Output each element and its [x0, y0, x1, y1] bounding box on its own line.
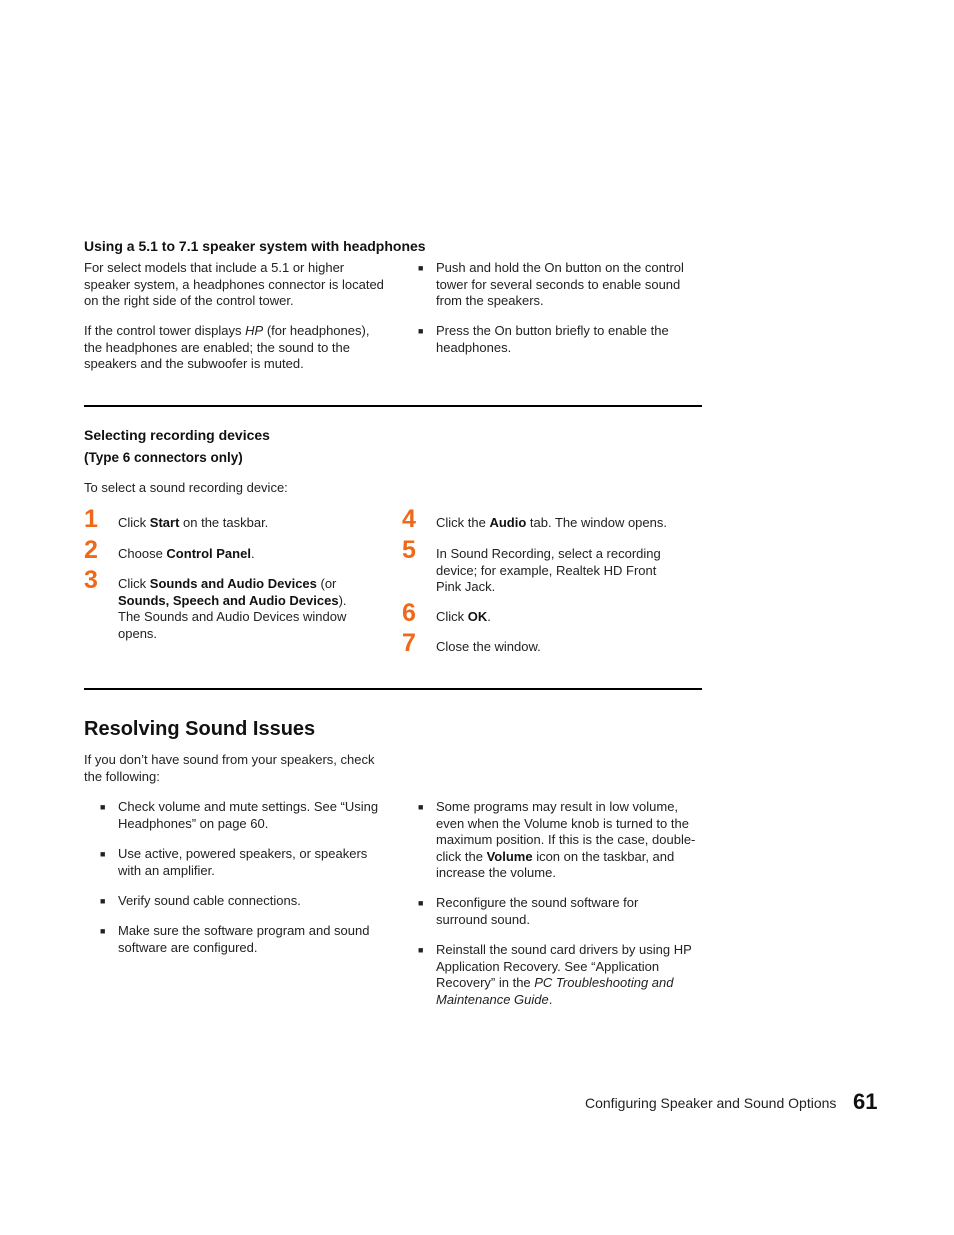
step-4: 4 Click the Audio tab. The window opens.: [402, 505, 667, 533]
footer-chapter-title: Configuring Speaker and Sound Options: [585, 1095, 837, 1111]
step-number: 1: [84, 505, 98, 533]
bullet-icon: ■: [100, 802, 106, 812]
page-number: 61: [853, 1089, 878, 1114]
bullet-icon: ■: [418, 263, 424, 273]
headphones-paragraph-2: If the control tower displays HP (for headphones), the headphones are enabled; the sound to the speakers and the subwoofer is muted.: [84, 323, 370, 371]
bullet-icon: ■: [418, 326, 424, 336]
step-2: 2 Choose Control Panel.: [84, 536, 255, 564]
list-item: ■ Check volume and mute settings. See “Using Headphones” on page 60.: [100, 799, 379, 831]
bullet-icon: ■: [418, 898, 424, 908]
step-number: 4: [402, 505, 416, 533]
step-1: 1 Click Start on the taskbar.: [84, 505, 269, 533]
bullet-icon: ■: [100, 926, 106, 936]
step-number: 2: [84, 536, 98, 564]
step-number: 5: [402, 536, 416, 564]
step-number: 7: [402, 629, 416, 657]
step-number: 3: [84, 566, 98, 594]
section-divider: [84, 405, 702, 407]
bullet-icon: ■: [100, 849, 106, 859]
step-3: 3 Click Sounds and Audio Devices (or Sounds, Speech and Audio Devices). The Sounds and Audio Devices window opens.: [84, 566, 347, 641]
list-item: ■ Verify sound cable connections.: [100, 893, 301, 908]
recording-intro: To select a sound recording device:: [84, 480, 288, 495]
list-item: ■ Press the On button briefly to enable the headphones.: [418, 323, 669, 355]
bullet-icon: ■: [100, 896, 106, 906]
section-title-headphones: Using a 5.1 to 7.1 speaker system with headphones: [84, 238, 426, 254]
list-item: ■ Reconfigure the sound software for surround sound.: [418, 895, 639, 927]
section-divider: [84, 688, 702, 690]
list-item: ■ Push and hold the On button on the control tower for several seconds to enable sound from the speakers.: [418, 260, 684, 308]
bullet-icon: ■: [418, 945, 424, 955]
resolving-intro: If you don’t have sound from your speakers, check the following:: [84, 752, 375, 784]
step-number: 6: [402, 599, 416, 627]
list-item: ■ Make sure the software program and sound software are configured.: [100, 923, 370, 955]
step-6: 6 Click OK.: [402, 599, 491, 627]
bullet-icon: ■: [418, 802, 424, 812]
step-5: 5 In Sound Recording, select a recording device; for example, Realtek HD Front Pink Jack.: [402, 536, 661, 594]
list-item: ■ Use active, powered speakers, or speakers with an amplifier.: [100, 846, 368, 878]
section-heading-resolving: Resolving Sound Issues: [84, 718, 316, 740]
headphones-paragraph-1: For select models that include a 5.1 or higher speaker system, a headphones connector is located on the right side of the control tower.: [84, 260, 384, 308]
section-subtitle-recording: (Type 6 connectors only): [84, 450, 243, 465]
list-item: ■ Some programs may result in low volume, even when the Volume knob is turned to the maximum position. If this is the case, double-click the Volume icon on the taskbar, and increase the volume.: [418, 799, 696, 880]
list-item: ■ Reinstall the sound card drivers by using HP Application Recovery. See “Application Recovery” in the PC Troubleshooting and Maintenance Guide.: [418, 942, 692, 1007]
step-7: 7 Close the window.: [402, 629, 541, 657]
section-title-recording: Selecting recording devices: [84, 427, 270, 443]
